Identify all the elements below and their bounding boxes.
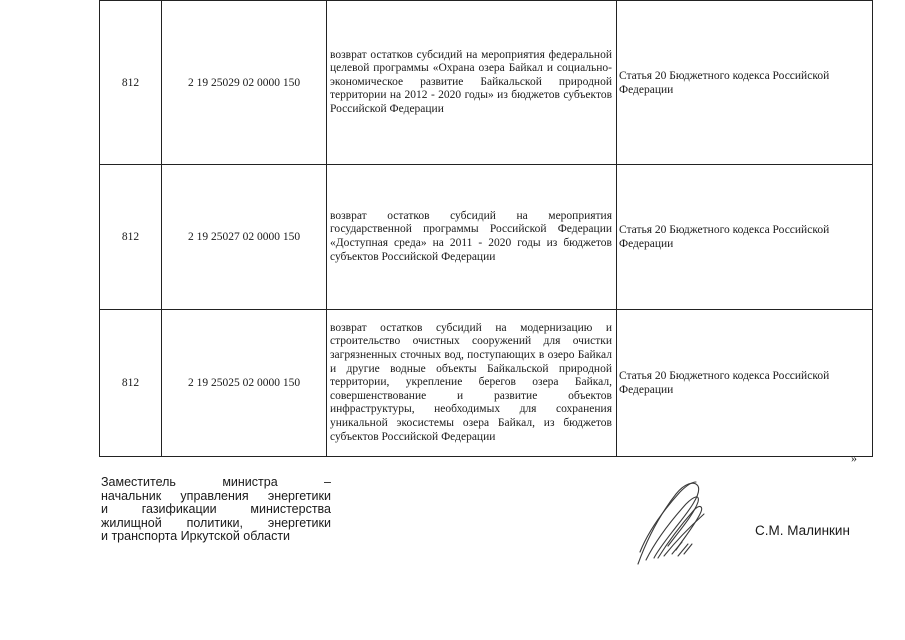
position-line: и транспорта Иркутской области — [101, 529, 291, 543]
table-row — [100, 1, 873, 165]
position-line: и газификации министерства — [101, 502, 331, 516]
position-line: жилищной политики, энергетики — [101, 515, 331, 530]
position-line: Заместитель министра – — [101, 475, 331, 489]
closing-quote: » — [851, 451, 857, 465]
admin-code-cell: 812 — [100, 1, 162, 165]
kbk-cell: 2 19 25027 02 0000 150 — [162, 165, 327, 310]
budget-revenue-table — [99, 0, 873, 457]
legal-basis-cell: Статья 20 Бюджетного кодекса Российской Федерации — [617, 1, 873, 165]
table-row — [100, 310, 873, 457]
signer-name: С.М. Малинкин — [755, 523, 850, 538]
legal-basis-cell: Статья 20 Бюджетного кодекса Российской Федерации — [617, 165, 873, 310]
description-text: возврат остатков субсидий на модернизацию и строительство очистных сооружений для очистки загрязненных сточных вод, поступающих в озеро Байкал и другие водные объекты Байкальской природной территории, укрепление берегов озера Байкал, совершенствование и развитие объектов инфраструктуры, необходимых для сохранения уникальной экосистемы озера Байкал, из бюджетов субъектов Российской Федерации — [330, 321, 612, 443]
description-text: возврат остатков субсидий на мероприятия федеральной целевой программы «Охрана озера Байкал и социально-экономическое развитие Байкальской природной территории на 2012 - 2020 годы» из бюджетов субъектов Российской Федерации — [330, 48, 612, 115]
description-text: возврат остатков субсидий на мероприятия государственной программы Российской Федерации «Доступная среда» на 2011 - 2020 годы из бюджетов субъектов Российской Федерации — [330, 209, 612, 263]
description-cell — [327, 310, 617, 457]
table-row — [100, 165, 873, 310]
description-cell — [327, 165, 617, 310]
signatory-position — [101, 476, 331, 544]
legal-basis-cell: Статья 20 Бюджетного кодекса Российской Федерации — [617, 310, 873, 457]
handwritten-signature — [628, 472, 718, 572]
description-cell — [327, 1, 617, 165]
position-line: начальник управления энергетики — [101, 488, 331, 503]
admin-code-cell: 812 — [100, 310, 162, 457]
kbk-cell: 2 19 25029 02 0000 150 — [162, 1, 327, 165]
admin-code-cell: 812 — [100, 165, 162, 310]
kbk-cell: 2 19 25025 02 0000 150 — [162, 310, 327, 457]
